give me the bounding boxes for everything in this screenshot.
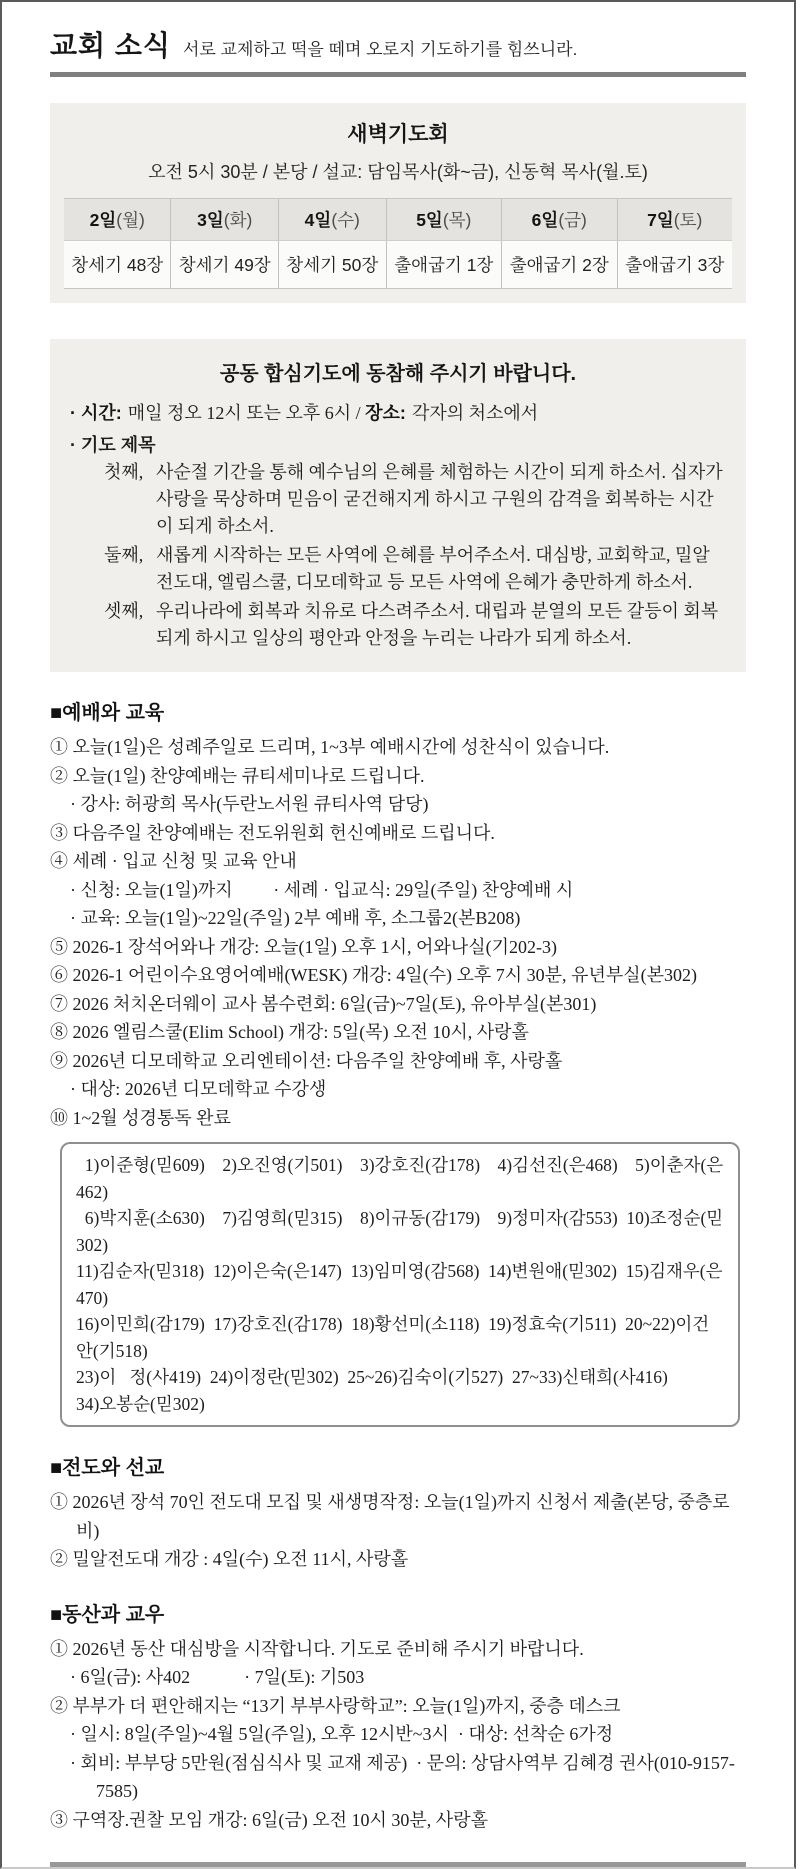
list-item: ⑥ 2026-1 어린이수요영어예배(WESK) 개강: 4일(수) 오후 7시 30분, 유년부실(본302): [50, 965, 697, 985]
list-item: ② 오늘(1일) 찬양예배는 큐티세미나로 드립니다.: [50, 765, 425, 786]
time-label: · 시간:: [70, 403, 122, 423]
weekday: (목): [442, 210, 472, 230]
place-value: 각자의 처소에서: [411, 403, 539, 423]
joint-prayer-box: [50, 339, 746, 672]
reading-cell: 출애굽기 3장: [617, 241, 732, 289]
reading-cell: 출애굽기 2장: [502, 241, 617, 289]
weekday: (화): [223, 210, 253, 230]
list-item: ⑩ 1~2월 성경통독 완료: [50, 1107, 231, 1128]
topic-label: 둘째,: [104, 545, 144, 565]
page-title: 교회 소식: [50, 30, 171, 61]
list-item: ① 2026년 장석 70인 전도대 모집 및 새생명작정: 오늘(1일)까지 신청서 제출(본당, 중층로비): [50, 1492, 730, 1541]
list-subitem: · 신청: 오늘(1일)까지 · 세례 · 입교식: 29일(주일) 찬양예배 시: [70, 879, 574, 900]
list-subitem: · 강사: 허광희 목사(두란노서원 큐티사역 담당): [70, 794, 429, 814]
list-item: ② 부부가 더 편안해지는 “13기 부부사랑학교”: 오늘(1일)까지, 중층 데스크: [50, 1695, 621, 1716]
day-header: [171, 199, 279, 241]
prayer-topic: [104, 459, 726, 540]
list-item: ⑦ 2026 처치온더웨이 교사 봄수련회: 6일(금)~7일(토), 유아부실(본301): [50, 993, 597, 1014]
list-item: ③ 구역장.권찰 모임 개강: 6일(금) 오전 10시 30분, 사랑홀: [50, 1809, 488, 1830]
weekday: (토): [673, 210, 703, 230]
topic-label: 셋째,: [104, 601, 144, 621]
names-line: 6)박지훈(소630) 7)김영희(믿315) 8)이규동(감179) 9)정미자(감553) 10)조정순(믿302): [76, 1208, 724, 1255]
list-subitem: · 일시: 8일(주일)~4월 5일(주일), 오후 12시반~3시 · 대상: 선착순 6가정: [70, 1724, 614, 1744]
day-number: 5일: [416, 210, 443, 230]
names-line: 11)김순자(믿318) 12)이은숙(은147) 13)임미영(감568) 14)변원애(믿302) 15)김재우(은470): [76, 1261, 723, 1308]
reading-cell: 창세기 48장: [64, 241, 171, 289]
section-evangelism-mission: [50, 1451, 746, 1574]
prayer-topic: [104, 598, 726, 652]
table-header-row: [64, 199, 732, 241]
page-header: [50, 2, 746, 64]
list-item: ④ 세례 · 입교 신청 및 교육 안내: [50, 851, 297, 871]
section-heading: ■전도와 선교: [50, 1457, 165, 1479]
reading-cell: 출애굽기 1장: [386, 241, 501, 289]
weekday: (월): [116, 210, 145, 230]
day-header: [386, 199, 501, 241]
names-line: 1)이준형(믿609) 2)오진영(기501) 3)강호진(감178) 4)김선진(은468) 5)이춘자(은462): [76, 1155, 724, 1202]
day-number: 2일: [89, 210, 117, 230]
day-header: [502, 199, 617, 241]
section-heading: ■예배와 교육: [50, 702, 165, 724]
dawn-prayer-info: 오전 5시 30분 / 본당 / 설교: 담임목사(화~금), 신동혁 목사(월.토): [148, 162, 648, 182]
day-header: [617, 199, 732, 241]
section-worship-education: [50, 696, 746, 1427]
names-line: 34)오봉순(믿302): [76, 1393, 205, 1414]
topic-text: 사순절 기간을 통해 예수님의 은혜를 체험하는 시간이 되게 하소서. 십자가 사랑을 묵상하며 믿음이 굳건해지게 하시고 구원의 감격을 회복하는 시간이 되게 하소서.: [156, 462, 723, 536]
topic-text: 새롭게 시작하는 모든 사역에 은혜를 부어주소서. 대심방, 교회학교, 밀알전도대, 엘림스쿨, 디모데학교 등 모든 사역에 은혜가 충만하게 하소서.: [156, 545, 710, 592]
day-number: 7일: [647, 210, 674, 230]
time-value: 매일 정오 12시 또는 오후 6시 /: [127, 403, 361, 423]
reading-cell: 창세기 50장: [279, 241, 387, 289]
list-item: ⑧ 2026 엘림스쿨(Elim School) 개강: 5일(목) 오전 10시, 사랑홀: [50, 1022, 529, 1042]
day-number: 6일: [531, 210, 559, 230]
list-item: ⑨ 2026년 디모데학교 오리엔테이션: 다음주일 찬양예배 후, 사랑홀: [50, 1050, 563, 1071]
names-line: 23)이 정(사419) 24)이정란(믿302) 25~26)김숙이(기527) 27~33)신태희(사416): [76, 1367, 668, 1387]
list-subitem: · 대상: 2026년 디모데학교 수강생: [70, 1079, 327, 1099]
dawn-prayer-title: 새벽기도회: [347, 123, 449, 146]
dawn-prayer-table: [64, 198, 732, 289]
place-label: 장소:: [365, 403, 406, 423]
prayer-topics-label: · 기도 제목: [70, 435, 156, 455]
list-item: ② 밀알전도대 개강 : 4일(수) 오전 11시, 사랑홀: [50, 1549, 409, 1569]
topic-text: 우리나라에 회복과 치유로 다스려주소서. 대립과 분열의 모든 갈등이 회복되게 하시고 일상의 평안과 안정을 누리는 나라가 되게 하소서.: [156, 601, 719, 648]
weekday: (수): [331, 210, 360, 230]
topic-label: 첫째,: [104, 462, 144, 482]
list-item: ① 2026년 동산 대심방을 시작합니다. 기도로 준비해 주시기 바랍니다.: [50, 1638, 584, 1659]
header-divider: [50, 72, 746, 77]
section-heading: ■동산과 교우: [50, 1603, 165, 1626]
prayer-topic: [104, 542, 726, 596]
list-subitem: · 회비: 부부당 5만원(점심식사 및 교재 제공) · 문의: 상담사역부 김혜경 권사(010-9157-7585): [70, 1752, 735, 1801]
list-item: ⑤ 2026-1 장석어와나 개강: 오늘(1일) 오후 1시, 어와나실(기202-3): [50, 936, 557, 957]
bible-reading-names-box: [60, 1142, 740, 1427]
day-header: [279, 199, 387, 241]
joint-prayer-time-line: [70, 400, 726, 427]
dawn-prayer-box: [50, 103, 746, 303]
day-number: 3일: [197, 210, 224, 230]
list-item: ① 오늘(1일)은 성례주일로 드리며, 1~3부 예배시간에 성찬식이 있습니다.: [50, 737, 610, 757]
names-line: 16)이민희(감179) 17)강호진(감178) 18)황선미(소118) 19)정효숙(기511) 20~22)이건안(기518): [76, 1314, 710, 1361]
table-reading-row: [64, 241, 732, 289]
joint-prayer-title: 공동 합심기도에 동참해 주시기 바랍니다.: [219, 363, 577, 385]
list-subitem: · 6일(금): 사402 · 7일(토): 기503: [70, 1667, 365, 1687]
list-subitem: · 교육: 오늘(1일)~22일(주일) 2부 예배 후, 소그룹2(본B208): [70, 908, 521, 928]
weekday: (금): [558, 210, 587, 230]
footer-divider: [50, 1862, 746, 1867]
day-number: 4일: [304, 210, 332, 230]
section-dongsan-members: [50, 1598, 746, 1835]
reading-cell: 창세기 49장: [171, 241, 279, 289]
page-subtitle: 서로 교제하고 떡을 떼며 오로지 기도하기를 힘쓰니라.: [182, 40, 578, 59]
day-header: [64, 199, 171, 241]
list-item: ③ 다음주일 찬양예배는 전도위원회 헌신예배로 드립니다.: [50, 822, 495, 843]
